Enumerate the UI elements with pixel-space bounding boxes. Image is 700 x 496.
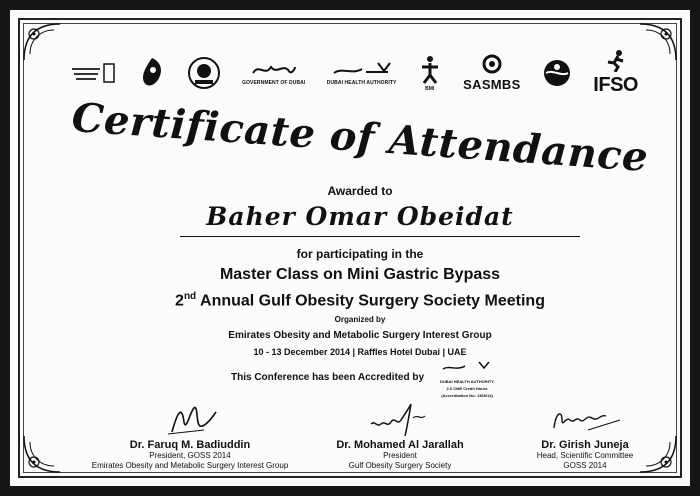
signature-al-jarallah	[365, 402, 435, 438]
emblem-logo	[139, 56, 165, 90]
meeting-ordinal: 2	[175, 292, 184, 310]
dubai-health-authority-logo	[327, 61, 397, 86]
organized-by-label: Organized by	[334, 315, 386, 324]
ifso-runner-icon	[605, 50, 627, 72]
dha-logo-icon	[441, 360, 493, 374]
participating-label: for participating in the	[296, 247, 424, 261]
cme-credit-hours: 2.0 CME Credit Hours	[446, 386, 488, 391]
event-meeting	[10, 291, 700, 310]
name-underline	[180, 236, 580, 237]
globe-icon	[542, 58, 572, 88]
meeting-name: Annual Gulf Obesity Surgery Society Meeting	[196, 292, 545, 310]
signatory-role: President	[383, 451, 417, 460]
signatory-organization: Gulf Obesity Surgery Society	[348, 461, 452, 470]
signatory-juneja	[505, 402, 665, 471]
signatory-name: Dr. Mohamed Al Jarallah	[336, 439, 464, 451]
recipient-name: Baher Omar Obeidat	[206, 202, 514, 231]
accreditation-number: (Accreditation No: 1368/14)	[441, 393, 493, 398]
corner-ornament-icon	[636, 20, 680, 64]
date-venue: 10 - 13 December 2014 | Raffles Hotel Dubai | UAE	[253, 347, 467, 357]
goss-badge-icon	[187, 56, 221, 90]
sasmbs-logo	[463, 54, 520, 92]
accredited-by-label: This Conference has been Accredited by	[231, 372, 425, 383]
goss-logo	[187, 56, 221, 90]
signature-badiuddin	[160, 402, 220, 438]
ifso-text: IFSO	[593, 73, 638, 96]
globe-logo	[542, 58, 572, 88]
signatory-al-jarallah	[295, 402, 505, 471]
accreditation-logo	[432, 360, 502, 398]
arabic-text-logo-icon	[70, 60, 118, 86]
dha-caption: DUBAI HEALTH AUTHORITY	[326, 79, 397, 86]
corner-ornament-icon	[20, 20, 64, 64]
bmi-logo	[418, 55, 442, 92]
meeting-ordinal-suffix: nd	[183, 291, 197, 302]
signatory-name: Dr. Faruq M. Badiuddin	[129, 439, 251, 451]
bmi-figure-icon	[418, 55, 442, 85]
corner-ornament-icon	[20, 432, 64, 476]
ifso-logo	[593, 50, 638, 97]
arabic-org-logo	[70, 60, 118, 86]
certificate-title: Certificate of Attendance	[70, 93, 650, 182]
sasmbs-text: SASMBS	[463, 77, 521, 92]
signatory-role: Head, Scientific Committee	[536, 451, 634, 460]
signatory-badiuddin	[80, 402, 300, 471]
dha-logo-icon	[332, 61, 392, 79]
signatory-organization: GOSS 2014	[563, 461, 607, 470]
organizer-name: Emirates Obesity and Metabolic Surgery Interest Group	[228, 330, 492, 341]
emblem-icon	[139, 56, 165, 90]
accreditation-authority: DUBAI HEALTH AUTHORITY	[440, 379, 494, 384]
sasmbs-ring-icon	[482, 54, 502, 74]
government-of-dubai-logo	[242, 61, 305, 86]
bmi-caption: BMI	[425, 85, 435, 92]
signatory-name: Dr. Girish Juneja	[541, 439, 629, 451]
signature-juneja	[548, 402, 622, 438]
signatory-organization: Emirates Obesity and Metabolic Surgery Interest Group	[91, 461, 289, 470]
sponsor-logos	[70, 50, 638, 96]
arabic-calligraphy-icon	[251, 61, 297, 79]
government-of-dubai-caption: GOVERNMENT OF DUBAI	[242, 79, 306, 86]
signatory-role: President, GOSS 2014	[149, 451, 231, 460]
event-title: Master Class on Mini Gastric Bypass	[219, 266, 501, 283]
awarded-to-label: Awarded to	[327, 184, 393, 198]
